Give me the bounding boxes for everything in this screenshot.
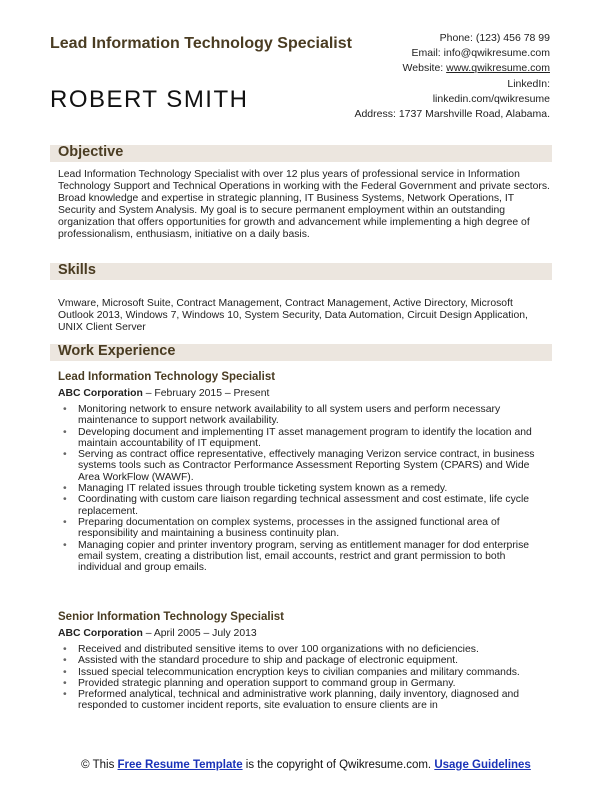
list-item: • Monitoring network to ensure network availability to all system users and perform necessary maintenance to support network availability. bbox=[58, 404, 550, 427]
contact-email bbox=[320, 46, 550, 61]
contact-address bbox=[320, 107, 550, 122]
skills-title: Skills bbox=[58, 262, 96, 278]
phone-label: Phone: bbox=[439, 32, 473, 44]
email-label: Email: bbox=[411, 47, 441, 60]
contact-block bbox=[320, 31, 550, 122]
website-link[interactable]: www.qwikresume.com bbox=[446, 62, 550, 75]
list-item: • Issued special telecommunication encryption keys to civilian companies and military commands. bbox=[58, 667, 550, 678]
phone-value: (123) 456 78 99 bbox=[475, 32, 550, 44]
list-item: • Assisted with the standard procedure to ship and package of electronic equipment. bbox=[58, 655, 550, 666]
list-item: • Managing copier and printer inventory program, serving as entitlement manager for dod enterprise email system, creating a distribution list, email accounts, restrict and grant permission to both individual and group emails. bbox=[58, 540, 550, 574]
job-bullets bbox=[58, 404, 550, 573]
job-title: Lead Information Technology Specialist bbox=[58, 371, 276, 383]
address-value: 1737 Marshville Road, Alabama. bbox=[398, 108, 550, 121]
list-item: • Received and distributed sensitive items to over 100 organizations with no deficiencies. bbox=[58, 644, 550, 655]
candidate-name: ROBERT SMITH bbox=[50, 86, 249, 113]
list-item: • Developing document and implementing IT asset management program to identify the location and maintain accountability of IT equipment. bbox=[58, 427, 550, 450]
footer-prefix: © This bbox=[81, 759, 118, 771]
contact-phone bbox=[320, 31, 550, 46]
usage-guidelines-link[interactable]: Usage Guidelines bbox=[434, 759, 531, 771]
list-item: • Coordinating with custom care liaison regarding technical assessment and cost estimate, life cycle replacement. bbox=[58, 494, 550, 517]
contact-website bbox=[320, 61, 550, 76]
work-section-header bbox=[50, 344, 552, 361]
job-dates: – April 2005 – July 2013 bbox=[142, 628, 257, 639]
contact-linkedin-value: linkedin.com/qwikresume bbox=[432, 92, 550, 105]
list-item: • Managing IT related issues through trouble ticketing system known as a remedy. bbox=[58, 483, 550, 494]
free-resume-template-link[interactable]: Free Resume Template bbox=[117, 759, 243, 771]
footer-middle: is the copyright of Qwikresume.com. bbox=[242, 759, 435, 771]
objective-title: Objective bbox=[58, 144, 124, 160]
work-title: Work Experience bbox=[58, 343, 176, 359]
job-dates: – February 2015 – Present bbox=[142, 388, 270, 399]
header-job-title: Lead Information Technology Specialist bbox=[50, 35, 352, 52]
skills-text: Vmware, Microsoft Suite, Contract Management, Contract Management, Active Directory, Microsoft Outlook 2013, Windows 7, Windows 10, System Security, Data Automation, Circuit Design Application, UNIX Client Server bbox=[58, 298, 528, 333]
company-name: ABC Corporation bbox=[58, 628, 143, 639]
job-company-line bbox=[58, 628, 257, 639]
website-label: Website: bbox=[402, 62, 444, 75]
list-item: • Provided strategic planning and operation support to command group in Germany. bbox=[58, 678, 550, 689]
list-item: • Preformed analytical, technical and administrative work planning, daily inventory, diagnosed and responded to customer incident reports, site evaluation to ensure clients are in bbox=[58, 689, 550, 712]
address-label: Address: bbox=[354, 108, 396, 121]
skills-section-header bbox=[50, 263, 552, 280]
email-value: info@qwikresume.com bbox=[443, 47, 550, 60]
objective-section-header bbox=[50, 145, 552, 162]
job-bullets bbox=[58, 644, 550, 712]
job-company-line bbox=[58, 388, 269, 399]
copyright-footer bbox=[0, 759, 612, 772]
job-title: Senior Information Technology Specialist bbox=[58, 611, 284, 623]
list-item: • Preparing documentation on complex systems, processes in the assigned functional area of responsibility and maintaining a business continuity plan. bbox=[58, 517, 550, 540]
contact-linkedin-label: LinkedIn: bbox=[507, 77, 550, 90]
list-item: • Serving as contract office representative, effectively managing Verizon service contract, in business systems tools such as Contractor Performance Assessment Reporting System (CPARS) and Wide Area WorkFlow (WAWF). bbox=[58, 449, 550, 483]
objective-text: Lead Information Technology Specialist with over 12 plus years of professional service in Information Technology Support and Technical Operations in working with the Federal Government and private sectors. Broad knowledge and expertise in strategic planning, IT Business Systems, Network Operations, IT Security and System Analysis. My goal is to secure permanent employment within an outstanding organization that offers opportunities for growth and advancement while implementing a high degree of professionalism, enthusiasm, initiative on a daily basis. bbox=[58, 169, 550, 240]
company-name: ABC Corporation bbox=[58, 388, 143, 399]
